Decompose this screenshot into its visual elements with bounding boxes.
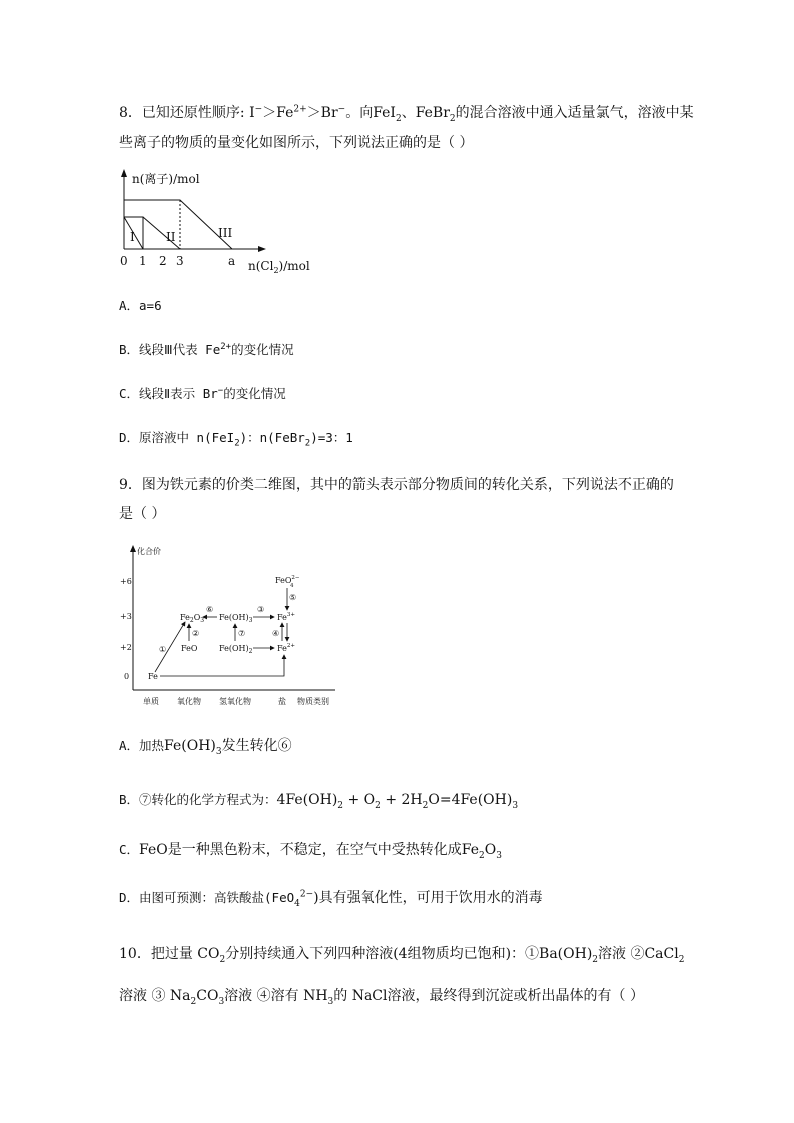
q8-tick-1: 1 (139, 254, 147, 268)
q8-option-b: B．线段Ⅲ代表 $Fe^{2+}$的变化情况 (119, 341, 294, 357)
q9-option-a: A．加热$Fe(OH)_3$发生转化⑥ (119, 738, 292, 757)
q9-species-fe2: $Fe^{2+}$ (277, 643, 295, 653)
q9-circle-6: ⑥ (206, 605, 214, 614)
q8-x-arrow (258, 246, 266, 252)
q9-circle-2: ② (192, 629, 200, 638)
q9-species-feo4-sub: 4 (290, 583, 294, 589)
q8-ylabel: n(离子)/mol (132, 172, 200, 186)
q9-option-b: B．⑦转化的化学方程式为：$4Fe(OH)_2 + O_2 + 2H_2O=4Fe(OH)_3$ (119, 792, 519, 811)
q9-stem-line1: 9．图为铁元素的价类二维图，其中的箭头表示部分物质间的转化关系，下列说法不正确的 (119, 477, 674, 493)
q8-y-arrow (121, 169, 127, 177)
q9-stem-line2: 是（ ） (119, 506, 166, 522)
q9-option-d: D．由图可预测：高铁酸盐(FeO$_4^{2-}$)具有强氧化性，可用于饮用水的消毒 (119, 889, 543, 909)
q9-species-fe: Fe (148, 672, 158, 681)
q8-graph (110, 165, 350, 280)
q8-tick-a: a (228, 254, 236, 268)
q9-circle-7: ⑦ (238, 629, 246, 638)
q9-species-fe2o3: $Fe_2O_3$ (180, 613, 205, 624)
q9-species-fe3: $Fe^{3+}$ (277, 612, 295, 622)
q9-circle-5: ⑤ (289, 593, 297, 602)
q9-species-feo4: FeO$^{2-}$ (275, 575, 300, 585)
q9-circle-4: ④ (272, 629, 280, 638)
q9-species-feo: FeO (181, 644, 198, 653)
q8-label-I: I (130, 230, 135, 244)
q9-arrow-fe-fe2 (160, 655, 284, 676)
q9-circle-3: ③ (257, 605, 265, 614)
q9-xtick-element: 单质 (143, 697, 159, 706)
q8-tick-2: 2 (159, 254, 167, 268)
q9-option-c: C．FeO是一种黑色粉末，不稳定，在空气中受热转化成$Fe_2O_3$ (119, 842, 502, 861)
q8-tick-3: 3 (176, 254, 184, 268)
q9-circle-1: ① (159, 645, 167, 654)
q9-ylabel: 化合价 (137, 547, 161, 556)
q8-xlabel: $n(Cl_2)$/mol (248, 259, 310, 275)
q9-ytick-2: +2 (120, 643, 132, 652)
q9-xtick-category: 物质类别 (297, 697, 329, 706)
q8-stem-line2: 些离子的物质的量变化如图所示，下列说法正确的是（ ） (119, 135, 474, 151)
q9-diagram (115, 540, 345, 712)
q9-y-arrow (130, 545, 136, 552)
q8-option-d: D．原溶液中 n(FeI$_2$)：n(FeBr$_2$)=3：1 (119, 430, 353, 449)
q9-species-feoh3: $Fe(OH)_3$ (219, 613, 253, 624)
q9-xtick-hydroxide: 氢氧化物 (219, 697, 251, 706)
q9-ytick-6: +6 (120, 577, 132, 586)
q9-xtick-oxide: 氧化物 (177, 697, 201, 706)
q8-segment-III-line (124, 200, 232, 249)
q8-option-a: A．a=6 (119, 298, 162, 313)
q8-tick-0: 0 (120, 254, 128, 268)
q8-label-III: III (218, 226, 233, 240)
q9-ytick-3: +3 (120, 612, 132, 621)
q8-option-c: C．线段Ⅱ表示 Br−的变化情况 (119, 385, 286, 401)
q10-line1: 10．把过量 $CO_2$分别持续通入下列四种溶液(4组物质均已饱和)：$①Ba(OH)_2$溶液 ②CaCl$_2$ (119, 946, 685, 965)
q8-label-II: II (166, 230, 176, 244)
q9-ytick-0: 0 (124, 672, 130, 681)
q9-species-feoh2: $Fe(OH)_2$ (219, 644, 253, 655)
q9-xtick-salt: 盐 (278, 697, 286, 706)
q10-line2: 溶液 ③ $Na_2CO_3$溶液 ④溶有 $NH_3$的 NaCl溶液，最终得到沉淀或析出晶体的有（ ） (119, 988, 644, 1007)
q8-stem-line1: 8．已知还原性顺序: $I^->Fe^{2+}>Br^-$。向FeI$_2$、FeBr$_2$的混合溶液中通入适量氯气，溶液中某 (119, 104, 694, 124)
